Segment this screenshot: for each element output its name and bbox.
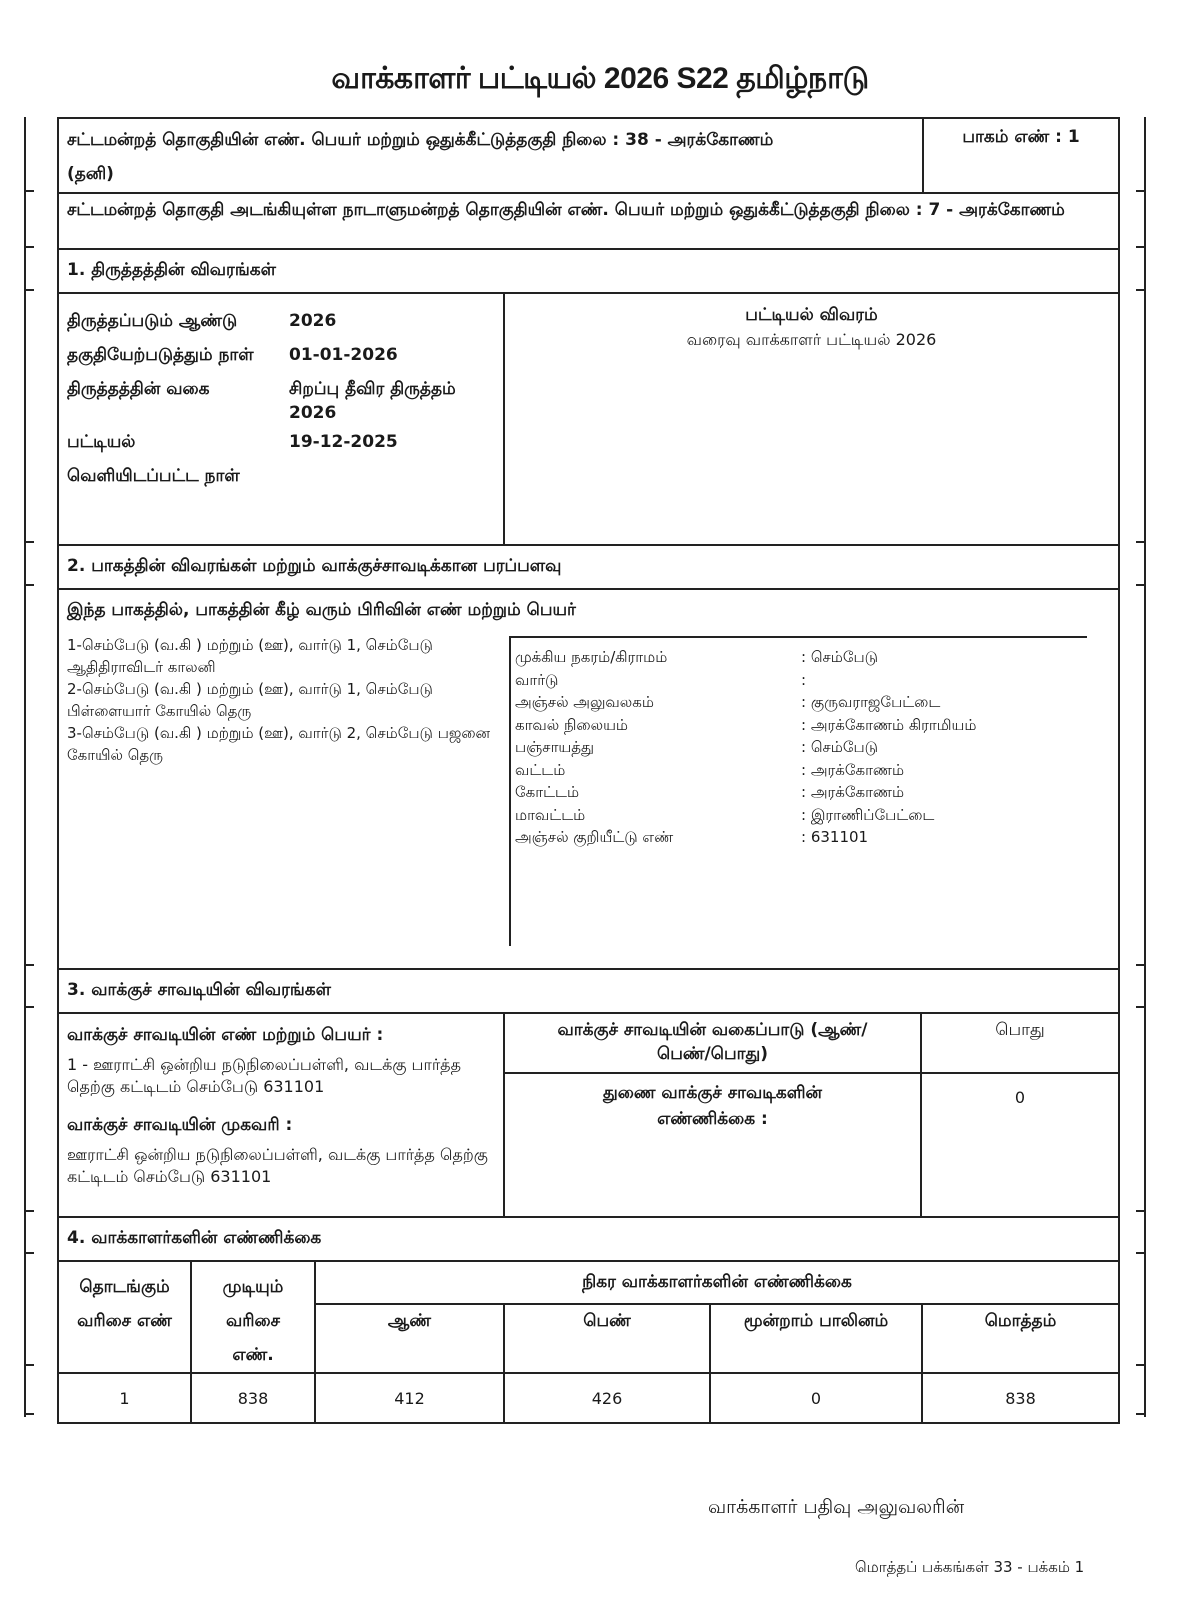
location-label: கோட்டம் [515, 783, 580, 801]
ghost-frame-right [1138, 117, 1146, 1417]
total-value: 838 [922, 1373, 1119, 1423]
publication-date-value: 19-12-2025 [289, 432, 398, 452]
auxiliary-stations-value: 0 [1014, 1088, 1026, 1107]
section-list-item: 1-செம்பேடு (வ.கி ) மற்றும் (ஊ), வார்டு 1, செம்பேடு ஆதிதிராவிடர் காலனி [67, 636, 433, 676]
station-type-value: பொது [995, 1020, 1045, 1040]
revision-year-label: திருத்தப்படும் ஆண்டு [67, 311, 238, 331]
ghost-tick [1136, 289, 1146, 291]
section4-body [59, 1262, 1118, 1422]
station-address-label: வாக்குச் சாவடியின் முகவரி : [67, 1115, 293, 1135]
ghost-tick [24, 289, 34, 291]
assembly-constituency-cell [59, 119, 924, 192]
location-value: : அரக்கோணம் கிராமியம் [801, 715, 977, 734]
ghost-tick [24, 964, 34, 966]
list-details [505, 294, 1118, 544]
net-electors-header: நிகர வாக்காளர்களின் எண்ணிக்கை [315, 1261, 1119, 1304]
ghost-tick [1136, 1006, 1146, 1008]
ghost-tick [24, 1364, 34, 1366]
section-list-item: 2-செம்பேடு (வ.கி ) மற்றும் (ஊ), வார்டு 1, செம்பேடு பிள்ளையார் கோயில் தெரு [67, 680, 433, 720]
polling-station-details [59, 1014, 505, 1216]
ghost-tick [24, 190, 34, 192]
section2-title: 2. பாகத்தின் விவரங்கள் மற்றும் வாக்குச்சாவடிக்கான பரப்பளவு [67, 556, 562, 576]
start-serial-value: 1 [58, 1373, 191, 1423]
ghost-tick [24, 541, 34, 543]
location-label: அஞ்சல் குறியீட்டு எண் [515, 828, 674, 846]
ghost-tick [1136, 1210, 1146, 1212]
location-value: : அரக்கோணம் [801, 783, 905, 801]
part-number: பாகம் எண் : 1 [962, 127, 1080, 147]
male-header: ஆண் [315, 1304, 504, 1373]
location-label: அஞ்சல் அலுவலகம் [515, 693, 654, 711]
location-row [515, 781, 1087, 804]
list-details-title: பட்டியல் விவரம் [745, 305, 878, 325]
qualifying-date-value: 01-01-2026 [289, 345, 398, 365]
female-header: பெண் [504, 1304, 710, 1373]
section2-body [59, 590, 1118, 970]
electors-count-table [57, 1260, 1120, 1424]
station-type-row [505, 1014, 1118, 1074]
section3-title: 3. வாக்குச் சாவடியின் விவரங்கள் [67, 980, 332, 1000]
location-value: : செம்பேடு [801, 738, 879, 756]
section1-body [59, 294, 1118, 546]
station-address-value: ஊராட்சி ஒன்றிய நடுநிலைப்பள்ளி, வடக்கு பார்த்த தெற்கு கட்டிடம் செம்பேடு 631101 [67, 1145, 488, 1186]
ghost-tick [24, 1210, 34, 1212]
section2-subtitle: இந்த பாகத்தில், பாகத்தின் கீழ் வரும் பிரிவின் எண் மற்றும் பெயர் [67, 600, 576, 620]
auxiliary-stations-row [505, 1074, 1118, 1216]
section3-body [59, 1014, 1118, 1218]
location-row [515, 804, 1087, 827]
location-label: மாவட்டம் [515, 805, 586, 824]
list-details-value: வரைவு வாக்காளர் பட்டியல் 2026 [686, 330, 937, 349]
third-gender-value: 0 [710, 1373, 922, 1423]
table-row [58, 1373, 1119, 1423]
polling-station-meta [505, 1014, 1118, 1216]
publication-date-label: பட்டியல் வெளியிடப்பட்ட நாள் [67, 432, 240, 486]
section4-title-row [59, 1218, 1118, 1262]
ghost-tick [1136, 541, 1146, 543]
section1-title-row [59, 250, 1118, 294]
station-name-label: வாக்குச் சாவடியின் எண் மற்றும் பெயர் : [67, 1025, 384, 1045]
section-list-item: 3-செம்பேடு (வ.கி ) மற்றும் (ஊ), வார்டு 2, செம்பேடு பஜனை கோயில் தெரு [67, 724, 491, 764]
signature-label: வாக்காளர் பதிவு அலுவலரின் [708, 1496, 965, 1518]
location-row [515, 714, 1087, 737]
section-list [59, 626, 509, 774]
ghost-tick [1136, 1364, 1146, 1366]
end-serial-value: 838 [191, 1373, 315, 1423]
location-row [515, 669, 1087, 692]
section3-title-row [59, 970, 1118, 1014]
ghost-tick [1136, 246, 1146, 248]
parliamentary-constituency-row [59, 194, 1118, 250]
revision-year-value: 2026 [289, 311, 337, 331]
station-type-label: வாக்குச் சாவடியின் வகைப்பாடு (ஆண்/பெண்/பொது) [505, 1014, 922, 1072]
ghost-tick [24, 1252, 34, 1254]
location-value: : 631101 [801, 828, 869, 846]
revision-type-value: சிறப்பு தீவிர திருத்தம் 2026 [289, 379, 456, 423]
location-row [515, 646, 1087, 669]
location-label: காவல் நிலையம் [515, 715, 629, 734]
location-value: : இராணிப்பேட்டை [801, 805, 935, 824]
location-label: முக்கிய நகரம்/கிராமம் [515, 648, 668, 666]
total-header: மொத்தம் [922, 1304, 1119, 1373]
ghost-tick [1136, 964, 1146, 966]
ghost-tick [1136, 1413, 1146, 1415]
female-value: 426 [504, 1373, 710, 1423]
section2-title-row [59, 546, 1118, 590]
location-details [509, 636, 1087, 946]
location-label: வட்டம் [515, 760, 566, 779]
parliamentary-constituency: சட்டமன்றத் தொகுதி அடங்கியுள்ள நாடாளுமன்றத் தொகுதியின் எண். பெயர் மற்றும் ஒதுக்கீட்டுத்தகுதி நிலை : 7 - அரக்கோணம் [67, 200, 1065, 220]
revision-type-label: திருத்தத்தின் வகை [67, 379, 210, 399]
ghost-tick [24, 584, 34, 586]
document-title: வாக்காளர் பட்டியல் 2026 S22 தமிழ்நாடு [331, 62, 869, 95]
assembly-constituency-row [59, 119, 1118, 194]
location-label: வார்டு [515, 670, 559, 689]
ghost-frame-left [24, 117, 32, 1417]
end-serial-header: முடியும் வரிசை எண். [191, 1261, 315, 1373]
ghost-tick [24, 1413, 34, 1415]
location-row [515, 759, 1087, 782]
location-row [515, 826, 1087, 849]
electoral-roll-sheet [57, 117, 1120, 1424]
ghost-tick [1136, 190, 1146, 192]
start-serial-header: தொடங்கும் வரிசை எண் [58, 1261, 191, 1373]
location-row [515, 736, 1087, 759]
location-value: : [801, 670, 807, 689]
assembly-constituency-suffix: (தனி) [67, 164, 114, 184]
revision-details [59, 294, 505, 544]
assembly-constituency: சட்டமன்றத் தொகுதியின் எண். பெயர் மற்றும் ஒதுக்கீட்டுத்தகுதி நிலை : 38 - அரக்கோணம் [67, 130, 774, 150]
qualifying-date-label: தகுதியேற்படுத்தும் நாள் [67, 345, 254, 365]
location-value: : குருவராஜபேட்டை [801, 693, 941, 711]
ghost-tick [1136, 1252, 1146, 1254]
ghost-tick [1136, 584, 1146, 586]
location-value: : அரக்கோணம் [801, 760, 905, 779]
location-row [515, 691, 1087, 714]
station-name-value: 1 - ஊராட்சி ஒன்றிய நடுநிலைப்பள்ளி, வடக்கு பார்த்த தெற்கு கட்டிடம் செம்பேடு 631101 [67, 1055, 462, 1096]
page-info: மொத்தப் பக்கங்கள் 33 - பக்கம் 1 [855, 1558, 1085, 1576]
section4-title: 4. வாக்காளர்களின் எண்ணிக்கை [67, 1228, 322, 1248]
location-value: : செம்பேடு [801, 648, 879, 666]
auxiliary-stations-label: துணை வாக்குச் சாவடிகளின் எண்ணிக்கை : [505, 1074, 922, 1216]
ghost-tick [24, 1006, 34, 1008]
ghost-tick [24, 246, 34, 248]
third-gender-header: மூன்றாம் பாலினம் [710, 1304, 922, 1373]
location-label: பஞ்சாயத்து [515, 738, 595, 756]
section1-title: 1. திருத்தத்தின் விவரங்கள் [67, 260, 276, 280]
male-value: 412 [315, 1373, 504, 1423]
